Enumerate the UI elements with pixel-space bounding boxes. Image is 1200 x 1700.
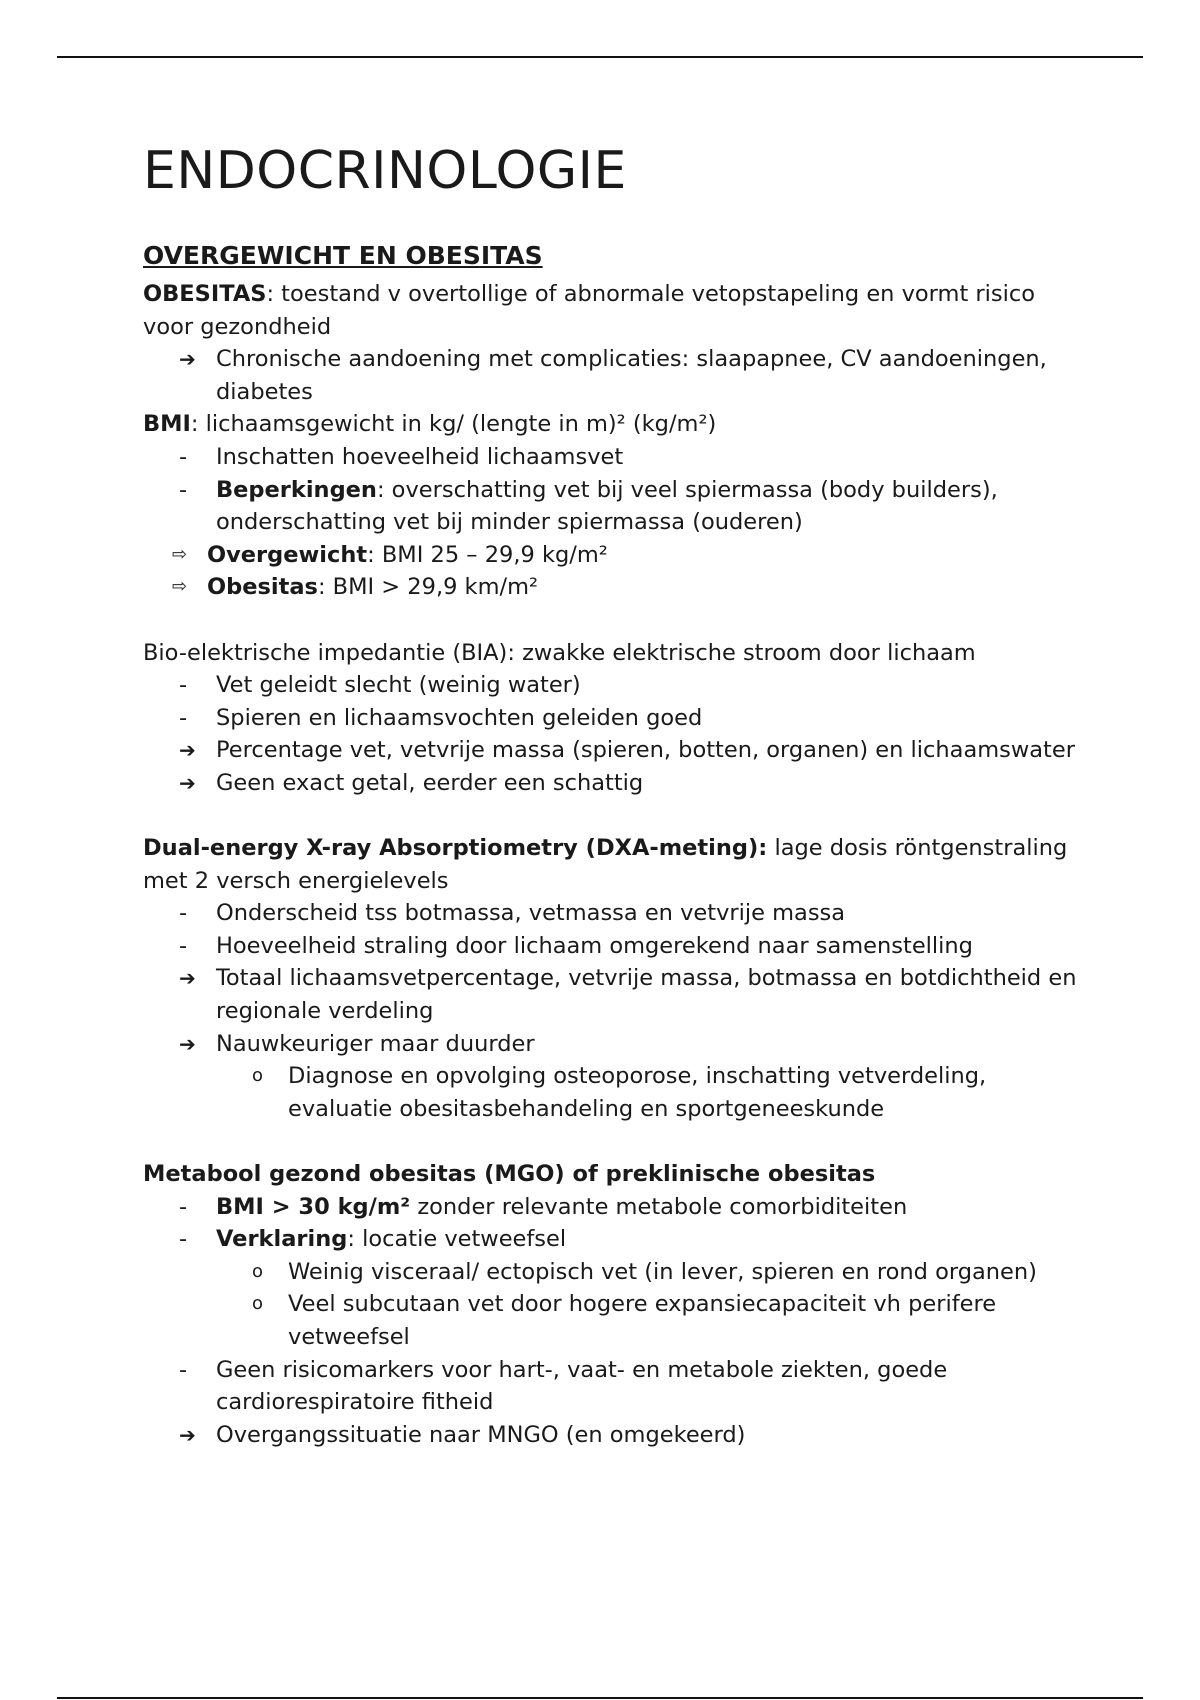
- footer-rule: [57, 1697, 1143, 1699]
- dash-bullet: -: [179, 476, 188, 503]
- dash-bullet: -: [179, 932, 188, 959]
- document-body: [143, 140, 1083, 1451]
- hollow-arrow-icon: ⇨: [172, 543, 188, 565]
- list-item: - Vet geleidt slecht (weinig water): [143, 669, 1083, 702]
- section-heading: OVERGEWICHT EN OBESITAS: [143, 241, 543, 270]
- list-item: - Beperkingen: overschatting vet bij veel spiermassa (body builders), onderschatting vet bij minder spiermassa (ouderen): [143, 474, 1083, 539]
- circle-bullet: o: [252, 1293, 264, 1315]
- arrow-icon: ➔: [179, 966, 196, 991]
- list-item: - Geen risicomarkers voor hart-, vaat- en metabole ziekten, goede cardiorespiratoire fitheid: [143, 1354, 1083, 1419]
- obesitas-definition: OBESITAS: toestand v overtollige of abnormale vetopstapeling en vormt risico voor gezondheid: [143, 281, 1036, 340]
- list-item: ➔ Chronische aandoening met complicaties: slaapapnee, CV aandoeningen, diabetes: [143, 343, 1083, 408]
- arrow-icon: ➔: [179, 1031, 196, 1056]
- list-item: ➔ Percentage vet, vetvrije massa (spieren, botten, organen) en lichaamswater: [143, 734, 1083, 767]
- arrow-icon: ➔: [179, 347, 196, 372]
- header-rule: [57, 56, 1143, 58]
- arrow-icon: ➔: [179, 770, 196, 795]
- list-item: o Weinig visceraal/ ectopisch vet (in lever, spieren en rond organen): [143, 1256, 1083, 1289]
- dash-bullet: -: [179, 1193, 188, 1220]
- dash-bullet: -: [179, 1226, 188, 1253]
- arrow-icon: ➔: [179, 738, 196, 763]
- list-item: ⇨ Overgewicht: BMI 25 – 29,9 kg/m²: [143, 539, 1083, 572]
- list-item: o Veel subcutaan vet door hogere expansiecapaciteit vh perifere vetweefsel: [143, 1288, 1083, 1353]
- dxa-intro: Dual-energy X-ray Absorptiometry (DXA-meting): lage dosis röntgenstraling met 2 versch energielevels: [143, 835, 1068, 894]
- list-item: ➔ Geen exact getal, eerder een schattig: [143, 767, 1083, 800]
- list-item: ➔ Totaal lichaamsvetpercentage, vetvrije massa, botmassa en botdichtheid en regionale verdeling: [143, 962, 1083, 1027]
- list-item: - Inschatten hoeveelheid lichaamsvet: [143, 441, 1083, 474]
- dash-bullet: -: [179, 900, 188, 927]
- list-item: ⇨ Obesitas: BMI > 29,9 km/m²: [143, 571, 1083, 604]
- list-item: ➔ Overgangssituatie naar MNGO (en omgekeerd): [143, 1419, 1083, 1452]
- bia-intro: Bio-elektrische impedantie (BIA): zwakke elektrische stroom door lichaam: [143, 639, 976, 666]
- bmi-definition: BMI: lichaamsgewicht in kg/ (lengte in m)² (kg/m²): [143, 411, 717, 438]
- circle-bullet: o: [252, 1260, 264, 1282]
- page-title: ENDOCRINOLOGIE: [143, 141, 627, 201]
- circle-bullet: o: [252, 1065, 264, 1087]
- list-item: - Spieren en lichaamsvochten geleiden goed: [143, 702, 1083, 735]
- hollow-arrow-icon: ⇨: [172, 576, 188, 598]
- list-item: - Verklaring: locatie vetweefsel: [143, 1223, 1083, 1256]
- list-item: - Hoeveelheid straling door lichaam omgerekend naar samenstelling: [143, 930, 1083, 963]
- dash-bullet: -: [179, 1356, 188, 1383]
- list-item: ➔ Nauwkeuriger maar duurder: [143, 1028, 1083, 1061]
- list-item: - BMI > 30 kg/m² zonder relevante metabole comorbiditeiten: [143, 1191, 1083, 1224]
- list-item: - Onderscheid tss botmassa, vetmassa en vetvrije massa: [143, 897, 1083, 930]
- dash-bullet: -: [179, 704, 188, 731]
- list-item: o Diagnose en opvolging osteoporose, inschatting vetverdeling, evaluatie obesitasbehandeling en sportgeneeskunde: [143, 1060, 1083, 1125]
- dash-bullet: -: [179, 672, 188, 699]
- arrow-icon: ➔: [179, 1422, 196, 1447]
- dash-bullet: -: [179, 443, 188, 470]
- mgo-heading: Metabool gezond obesitas (MGO) of preklinische obesitas: [143, 1161, 876, 1188]
